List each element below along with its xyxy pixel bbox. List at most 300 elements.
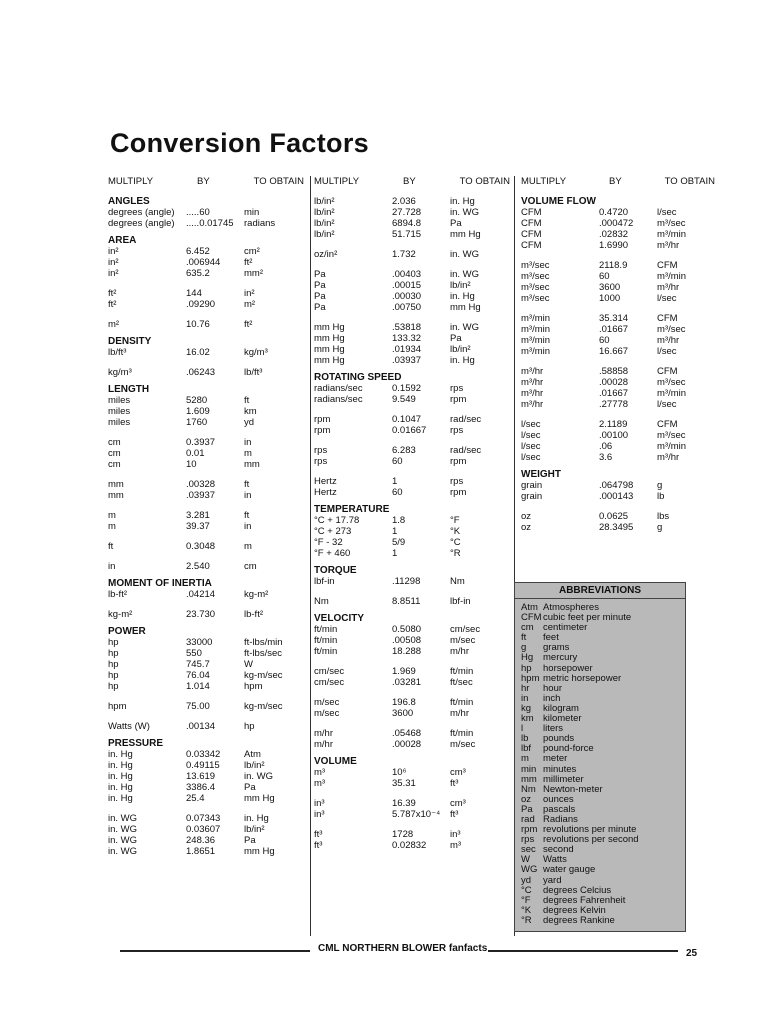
conversion-row (108, 406, 304, 417)
abbreviation-meaning: cubic feet per minute (543, 612, 632, 624)
column-header (108, 176, 304, 187)
factor: 1.969 (392, 666, 416, 677)
factor: 1 (392, 476, 398, 487)
abbreviation-key: min (521, 763, 537, 775)
abbreviation-key: hp (521, 662, 532, 674)
unit: m² (108, 319, 120, 330)
unit: m³/min (521, 335, 551, 346)
unit: cm/sec (314, 677, 345, 688)
result: ft-lbs/sec (244, 648, 283, 659)
section-title: TEMPERATURE (314, 504, 390, 515)
result: cm/sec (450, 624, 481, 635)
result: m/hr (450, 708, 469, 719)
unit: mm Hg (314, 333, 345, 344)
column-divider (310, 176, 311, 936)
unit: kg-m² (108, 609, 133, 620)
conversion-row (521, 480, 715, 491)
unit: in. Hg (108, 793, 133, 804)
result: in. Hg (450, 196, 475, 207)
unit: mm (108, 479, 124, 490)
abbreviation-meaning: kilogram (543, 702, 579, 714)
abbreviation-key: oz (521, 793, 532, 805)
conversion-row (314, 414, 510, 425)
result: m³/min (657, 388, 687, 399)
conversion-row (108, 541, 304, 552)
result: ft/sec (450, 677, 473, 688)
result: ft/min (450, 666, 474, 677)
unit: m³/hr (521, 366, 544, 377)
conversion-row (314, 809, 510, 820)
result: mm Hg (450, 302, 481, 313)
conversion-row (521, 399, 715, 410)
factor: 0.03607 (186, 824, 221, 835)
conversion-row (521, 366, 715, 377)
unit: hp (108, 648, 119, 659)
abbreviation-key: Nm (521, 783, 536, 795)
row-gap (108, 470, 304, 479)
result: yd (244, 417, 255, 428)
unit: in (108, 561, 116, 572)
section-title: VOLUME (314, 756, 357, 767)
unit: ft³ (314, 840, 323, 851)
conversion-row (108, 782, 304, 793)
conversion-row (314, 515, 510, 526)
factor: 1 (392, 548, 398, 559)
unit: hp (108, 659, 119, 670)
unit: miles (108, 417, 131, 428)
abbreviation-key: sec (521, 844, 536, 856)
factor: 0.4720 (599, 207, 629, 218)
conversion-row (108, 670, 304, 681)
unit: rpm (314, 425, 331, 436)
factor: 16.02 (186, 347, 210, 358)
row-gap (314, 313, 510, 322)
result: rad/sec (450, 414, 482, 425)
result: m³/min (657, 229, 687, 240)
unit: miles (108, 395, 131, 406)
factor: 1760 (186, 417, 208, 428)
unit: °F + 460 (314, 548, 351, 559)
factor: 28.3495 (599, 522, 634, 533)
unit: m/sec (314, 697, 340, 708)
unit: m³/sec (521, 260, 550, 271)
unit: kg/m³ (108, 367, 132, 378)
conversion-row (314, 840, 510, 851)
unit: in³ (314, 809, 325, 820)
unit: l/sec (521, 452, 541, 463)
result: ft (244, 395, 250, 406)
conversion-row (314, 218, 510, 229)
result: ft/min (450, 728, 474, 739)
abbreviation-meaning: degrees Fahrenheit (543, 894, 626, 906)
conversion-row (108, 749, 304, 760)
conversion-row (108, 521, 304, 532)
result: m² (244, 299, 256, 310)
abbreviation-meaning: degrees Celcius (543, 884, 612, 896)
unit: lb/in² (314, 207, 335, 218)
section-title: PRESSURE (108, 738, 164, 749)
row-gap (314, 405, 510, 414)
factor: .05468 (392, 728, 422, 739)
factor: .03937 (392, 355, 422, 366)
conversion-row (314, 394, 510, 405)
result: in. Hg (450, 291, 475, 302)
unit: degrees (angle) (108, 207, 175, 218)
result: rps (450, 383, 464, 394)
factor: 10⁶ (392, 767, 407, 778)
row-gap (108, 552, 304, 561)
abbreviation-meaning: Radians (543, 813, 578, 825)
page-title: Conversion Factors (110, 128, 369, 158)
row-gap (314, 260, 510, 269)
result: CFM (657, 419, 678, 430)
abbreviation-key: CFM (521, 612, 542, 624)
conversion-row (314, 355, 510, 366)
abbreviation-meaning: water gauge (543, 864, 596, 876)
column-header (521, 176, 715, 187)
result: ft-lbs/min (244, 637, 283, 648)
result: l/sec (657, 399, 677, 410)
result: mm² (244, 268, 263, 279)
result: ft² (244, 319, 253, 330)
factor: 3386.4 (186, 782, 216, 793)
row-gap (108, 279, 304, 288)
factor: .00508 (392, 635, 422, 646)
abbreviation-key: ft (521, 632, 527, 644)
result: °K (450, 526, 461, 537)
result: in. WG (450, 269, 480, 280)
column-2 (314, 176, 510, 851)
factor: 39.37 (186, 521, 210, 532)
unit: mm Hg (314, 355, 345, 366)
unit: °F - 32 (314, 537, 343, 548)
factor: 144 (186, 288, 202, 299)
factor: 60 (392, 487, 403, 498)
row-gap (108, 692, 304, 701)
factor: 1 (392, 526, 398, 537)
factor: 0.02832 (392, 840, 427, 851)
result: in (244, 521, 252, 532)
result: ft/min (450, 697, 474, 708)
result: CFM (657, 260, 678, 271)
unit: mm Hg (314, 322, 345, 333)
unit: Pa (314, 302, 326, 313)
unit: cm (108, 459, 121, 470)
factor: 5/9 (392, 537, 406, 548)
unit: in. Hg (108, 771, 133, 782)
abbreviation-key: m (521, 753, 529, 765)
abbreviation-meaning: revolutions per second (543, 834, 639, 846)
unit: ft² (108, 299, 117, 310)
factor: .....60 (186, 207, 210, 218)
factor: 0.5080 (392, 624, 422, 635)
conversion-row (521, 260, 715, 271)
conversion-row (314, 596, 510, 607)
result: rpm (450, 394, 467, 405)
unit: grain (521, 480, 543, 491)
conversion-row (521, 522, 715, 533)
result: lb/ft³ (244, 367, 263, 378)
unit: hp (108, 637, 119, 648)
factor: 8.8511 (392, 596, 421, 607)
factor: 0.49115 (186, 760, 220, 771)
result: kg/m³ (244, 347, 268, 358)
conversion-row (108, 479, 304, 490)
result: in. Hg (244, 813, 269, 824)
abbreviation-meaning: meter (543, 753, 568, 765)
factor: 1728 (392, 829, 414, 840)
unit: Pa (314, 280, 326, 291)
conversion-row (521, 240, 715, 251)
result: ft² (244, 257, 253, 268)
conversion-row (314, 798, 510, 809)
unit: °C + 17.78 (314, 515, 360, 526)
unit: m³/sec (521, 282, 550, 293)
row-gap (108, 804, 304, 813)
conversion-row (314, 291, 510, 302)
conversion-row (108, 207, 304, 218)
abbreviation-key: W (521, 854, 530, 866)
result: m/sec (450, 635, 476, 646)
header-by: BY (609, 176, 622, 187)
factor: 60 (599, 271, 610, 282)
factor: 1.8 (392, 515, 406, 526)
factor: .53818 (392, 322, 422, 333)
conversion-row (314, 829, 510, 840)
row-gap (314, 719, 510, 728)
unit: m³/hr (521, 399, 544, 410)
conversion-row (108, 417, 304, 428)
result: kg-m/sec (244, 701, 283, 712)
conversion-row (314, 624, 510, 635)
conversion-row (108, 846, 304, 857)
factor: 60 (392, 456, 403, 467)
result: Pa (450, 218, 462, 229)
row-gap (108, 428, 304, 437)
abbreviation-row (521, 754, 685, 764)
unit: l/sec (521, 441, 541, 452)
result: lb/in² (244, 824, 265, 835)
factor: .00100 (599, 430, 629, 441)
page-number: 25 (686, 948, 698, 959)
result: lbs (657, 511, 670, 522)
conversion-row (314, 280, 510, 291)
conversion-row (314, 196, 510, 207)
row-gap (314, 688, 510, 697)
unit: in. WG (108, 824, 138, 835)
unit: CFM (521, 218, 542, 229)
unit: m³ (314, 778, 326, 789)
section-title: LENGTH (108, 384, 150, 395)
result: rps (450, 425, 464, 436)
factor: 16.39 (392, 798, 416, 809)
conversion-row (108, 701, 304, 712)
unit: grain (521, 491, 543, 502)
unit: hpm (108, 701, 127, 712)
factor: 35.31 (392, 778, 416, 789)
abbreviations-box (514, 582, 686, 932)
factor: 0.1592 (392, 383, 422, 394)
result: mm Hg (450, 229, 481, 240)
result: m³/hr (657, 240, 680, 251)
abbreviation-key: g (521, 642, 527, 654)
unit: lb/ft³ (108, 347, 127, 358)
unit: Hertz (314, 476, 337, 487)
result: l/sec (657, 293, 677, 304)
factor: 0.0625 (599, 511, 629, 522)
factor: 76.04 (186, 670, 210, 681)
unit: rpm (314, 414, 331, 425)
conversion-row (314, 249, 510, 260)
factor: .000472 (599, 218, 634, 229)
conversion-row (108, 448, 304, 459)
result: in. WG (450, 322, 480, 333)
result: lb (657, 491, 665, 502)
conversion-row (314, 269, 510, 280)
factor: .00328 (186, 479, 216, 490)
result: in² (244, 288, 255, 299)
factor: .00134 (186, 721, 216, 732)
row-gap (108, 712, 304, 721)
factor: 133.32 (392, 333, 422, 344)
result: kg-m² (244, 589, 269, 600)
result: CFM (657, 313, 678, 324)
column-3 (521, 176, 715, 533)
unit: Pa (314, 269, 326, 280)
unit: Nm (314, 596, 329, 607)
header-by: BY (403, 176, 416, 187)
conversion-row (521, 346, 715, 357)
conversion-row (108, 813, 304, 824)
factor: .01667 (599, 388, 629, 399)
abbreviation-meaning: ounces (543, 793, 574, 805)
result: ft³ (450, 809, 459, 820)
factor: 5.787x10⁻⁴ (392, 809, 441, 820)
section-title: AREA (108, 235, 137, 246)
section-title: POWER (108, 626, 146, 637)
abbreviation-key: rad (521, 813, 535, 825)
conversion-row (314, 548, 510, 559)
unit: ft (108, 541, 114, 552)
factor: .....0.01745 (186, 218, 234, 229)
result: in. WG (450, 207, 480, 218)
unit: m³/sec (521, 271, 550, 282)
conversion-row (108, 648, 304, 659)
factor: 2.540 (186, 561, 210, 572)
unit: CFM (521, 207, 542, 218)
conversion-row (521, 324, 715, 335)
conversion-row (108, 347, 304, 358)
factor: 1000 (599, 293, 621, 304)
conversion-row (521, 452, 715, 463)
unit: m (108, 521, 116, 532)
factor: 75.00 (186, 701, 210, 712)
factor: 0.3937 (186, 437, 216, 448)
factor: .00015 (392, 280, 422, 291)
factor: .02832 (599, 229, 629, 240)
conversion-row (521, 441, 715, 452)
unit: in. Hg (108, 749, 133, 760)
result: °F (450, 515, 460, 526)
conversion-row (314, 666, 510, 677)
conversion-row (314, 537, 510, 548)
row-gap (521, 304, 715, 313)
factor: 196.8 (392, 697, 416, 708)
result: rad/sec (450, 445, 482, 456)
result: radians (244, 218, 276, 229)
conversion-row (314, 445, 510, 456)
result: mm Hg (244, 793, 275, 804)
conversion-row (108, 609, 304, 620)
row-gap (521, 357, 715, 366)
result: in (244, 490, 252, 501)
unit: in² (108, 257, 119, 268)
abbreviation-key: hr (521, 682, 530, 694)
result: W (244, 659, 253, 670)
result: hpm (244, 681, 263, 692)
result: cm³ (450, 798, 466, 809)
result: m (244, 541, 252, 552)
conversion-row (314, 425, 510, 436)
factor: .00028 (392, 739, 422, 750)
factor: 23.730 (186, 609, 216, 620)
conversion-row (314, 383, 510, 394)
factor: 33000 (186, 637, 213, 648)
conversion-row (521, 293, 715, 304)
conversion-row (108, 510, 304, 521)
unit: cm/sec (314, 666, 345, 677)
factor: .03281 (392, 677, 422, 688)
conversion-row (314, 728, 510, 739)
conversion-row (521, 388, 715, 399)
unit: in³ (314, 798, 325, 809)
abbreviation-meaning: centimeter (543, 622, 588, 634)
abbreviation-key: WG (521, 864, 538, 876)
result: in. WG (450, 249, 480, 260)
factor: 745.7 (186, 659, 210, 670)
conversion-row (521, 511, 715, 522)
abbreviations-list (515, 599, 685, 926)
abbreviation-key: rpm (521, 824, 538, 836)
conversion-row (521, 430, 715, 441)
conversion-row (108, 288, 304, 299)
result: g (657, 480, 663, 491)
abbreviation-meaning: millimeter (543, 773, 584, 785)
factor: 10.76 (186, 319, 210, 330)
unit: m³/min (521, 346, 551, 357)
result: l/sec (657, 207, 677, 218)
result: lb/in² (450, 280, 471, 291)
result: m/hr (450, 646, 469, 657)
factor: 1.014 (186, 681, 210, 692)
conversion-row (314, 302, 510, 313)
factor: 2118.9 (599, 260, 628, 271)
conversion-row (108, 490, 304, 501)
factor: .000143 (599, 491, 634, 502)
factor: .00028 (599, 377, 629, 388)
abbreviation-key: lbf (521, 743, 532, 755)
factor: 18.288 (392, 646, 422, 657)
abbreviation-meaning: Atmospheres (543, 602, 599, 613)
abbreviation-meaning: pascals (543, 803, 576, 815)
unit: lb/in² (314, 218, 335, 229)
result: °R (450, 548, 461, 559)
unit: CFM (521, 240, 542, 251)
conversion-row (521, 491, 715, 502)
conversion-row (521, 218, 715, 229)
result: m³/sec (657, 377, 686, 388)
result: lbf-in (450, 596, 471, 607)
